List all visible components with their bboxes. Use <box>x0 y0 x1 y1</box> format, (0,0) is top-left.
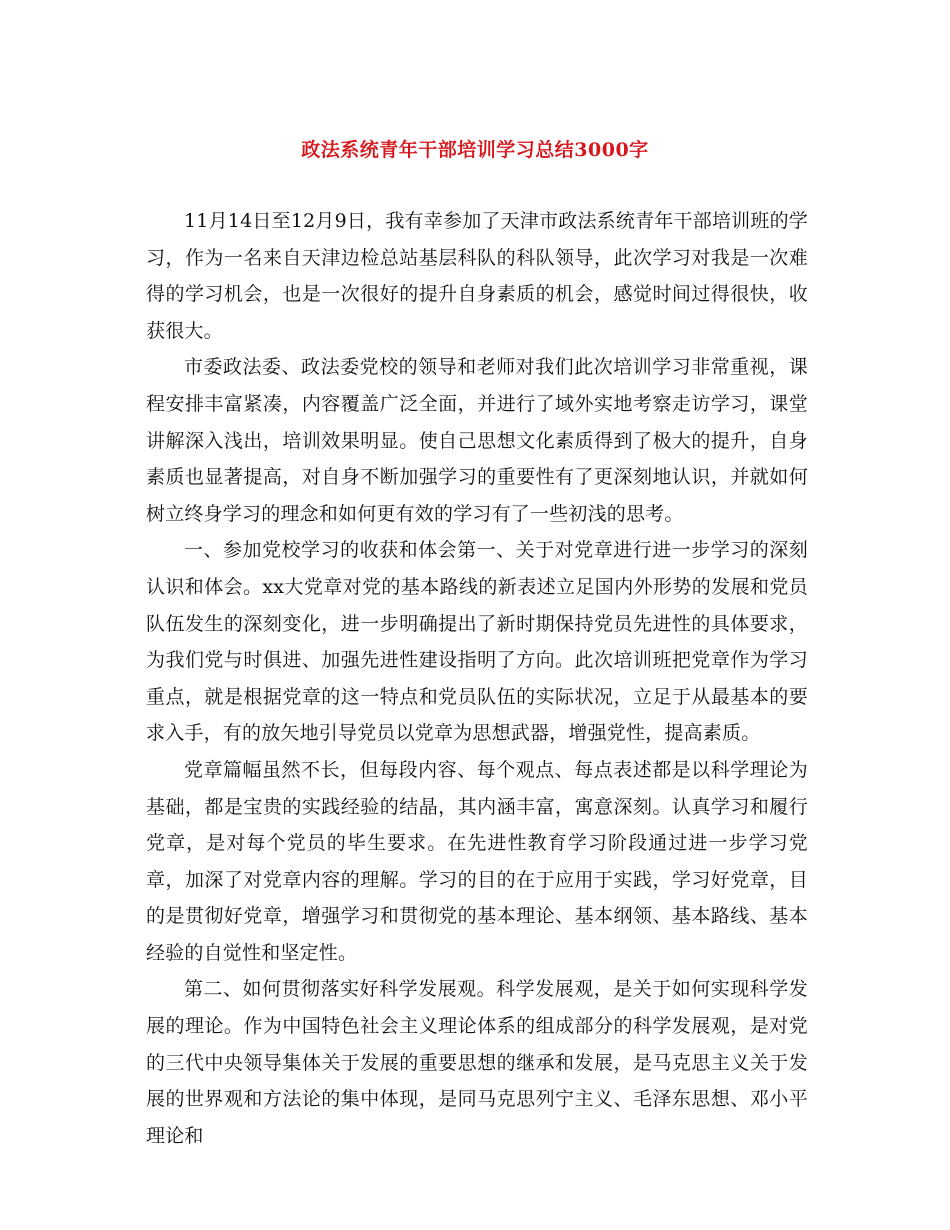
paragraph-4: 党章篇幅虽然不长，但每段内容、每个观点、每点表述都是以科学理论为基础，都是宝贵的实践经验的结晶，其内涵丰富，寓意深刻。认真学习和履行党章，是对每个党员的毕生要求。在先进性教育学习阶段通过进一步学习党章，加深了对党章内容的理解。学习的目的在于应用于实践，学习好党章，目的是贯彻好党章，增强学习和贯彻党的基本理论、基本纲领、基本路线、基本经验的自觉性和坚定性。 <box>146 758 808 964</box>
paragraph-3: 一、参加党校学习的收获和体会第一、关于对党章进行进一步学习的深刻认识和体会。xx大党章对党的基本路线的新表述立足国内外形势的发展和党员队伍发生的深刻变化，进一步明确提出了新时期保持党员先进性的具体要求，为我们党与时俱进、加强先进性建设指明了方向。此次培训班把党章作为学习重点，就是根据党章的这一特点和党员队伍的实际状况，立足于从最基本的要求入手，有的放矢地引导党员以党章为思想武器，增强党性，提高素质。 <box>146 539 808 745</box>
document-body <box>146 203 808 1154</box>
paragraph-1: 11月14日至12月9日，我有幸参加了天津市政法系统青年干部培训班的学习，作为一名来自天津边检总站基层科队的科队领导，此次学习对我是一次难得的学习机会，也是一次很好的提升自身素质的机会，感觉时间过得很快，收获很大。 <box>146 210 808 342</box>
paragraph-5: 第二、如何贯彻落实好科学发展观。科学发展观，是关于如何实现科学发展的理论。作为中国特色社会主义理论体系的组成部分的科学发展观，是对党的三代中央领导集体关于发展的重要思想的继承和发展，是马克思主义关于发展的世界观和方法论的集中体现，是同马克思列宁主义、毛泽东思想、邓小平理论和 <box>146 978 808 1147</box>
document-title: 政法系统青年干部培训学习总结3000字 <box>301 139 649 161</box>
paragraph-2: 市委政法委、政法委党校的领导和老师对我们此次培训学习非常重视，课程安排丰富紧凑，内容覆盖广泛全面，并进行了域外实地考察走访学习，课堂讲解深入浅出，培训效果明显。使自己思想文化素质得到了极大的提升，自身素质也显著提高，对自身不断加强学习的重要性有了更深刻地认识，并就如何树立终身学习的理念和如何更有效的学习有了一些初浅的思考。 <box>146 356 808 525</box>
